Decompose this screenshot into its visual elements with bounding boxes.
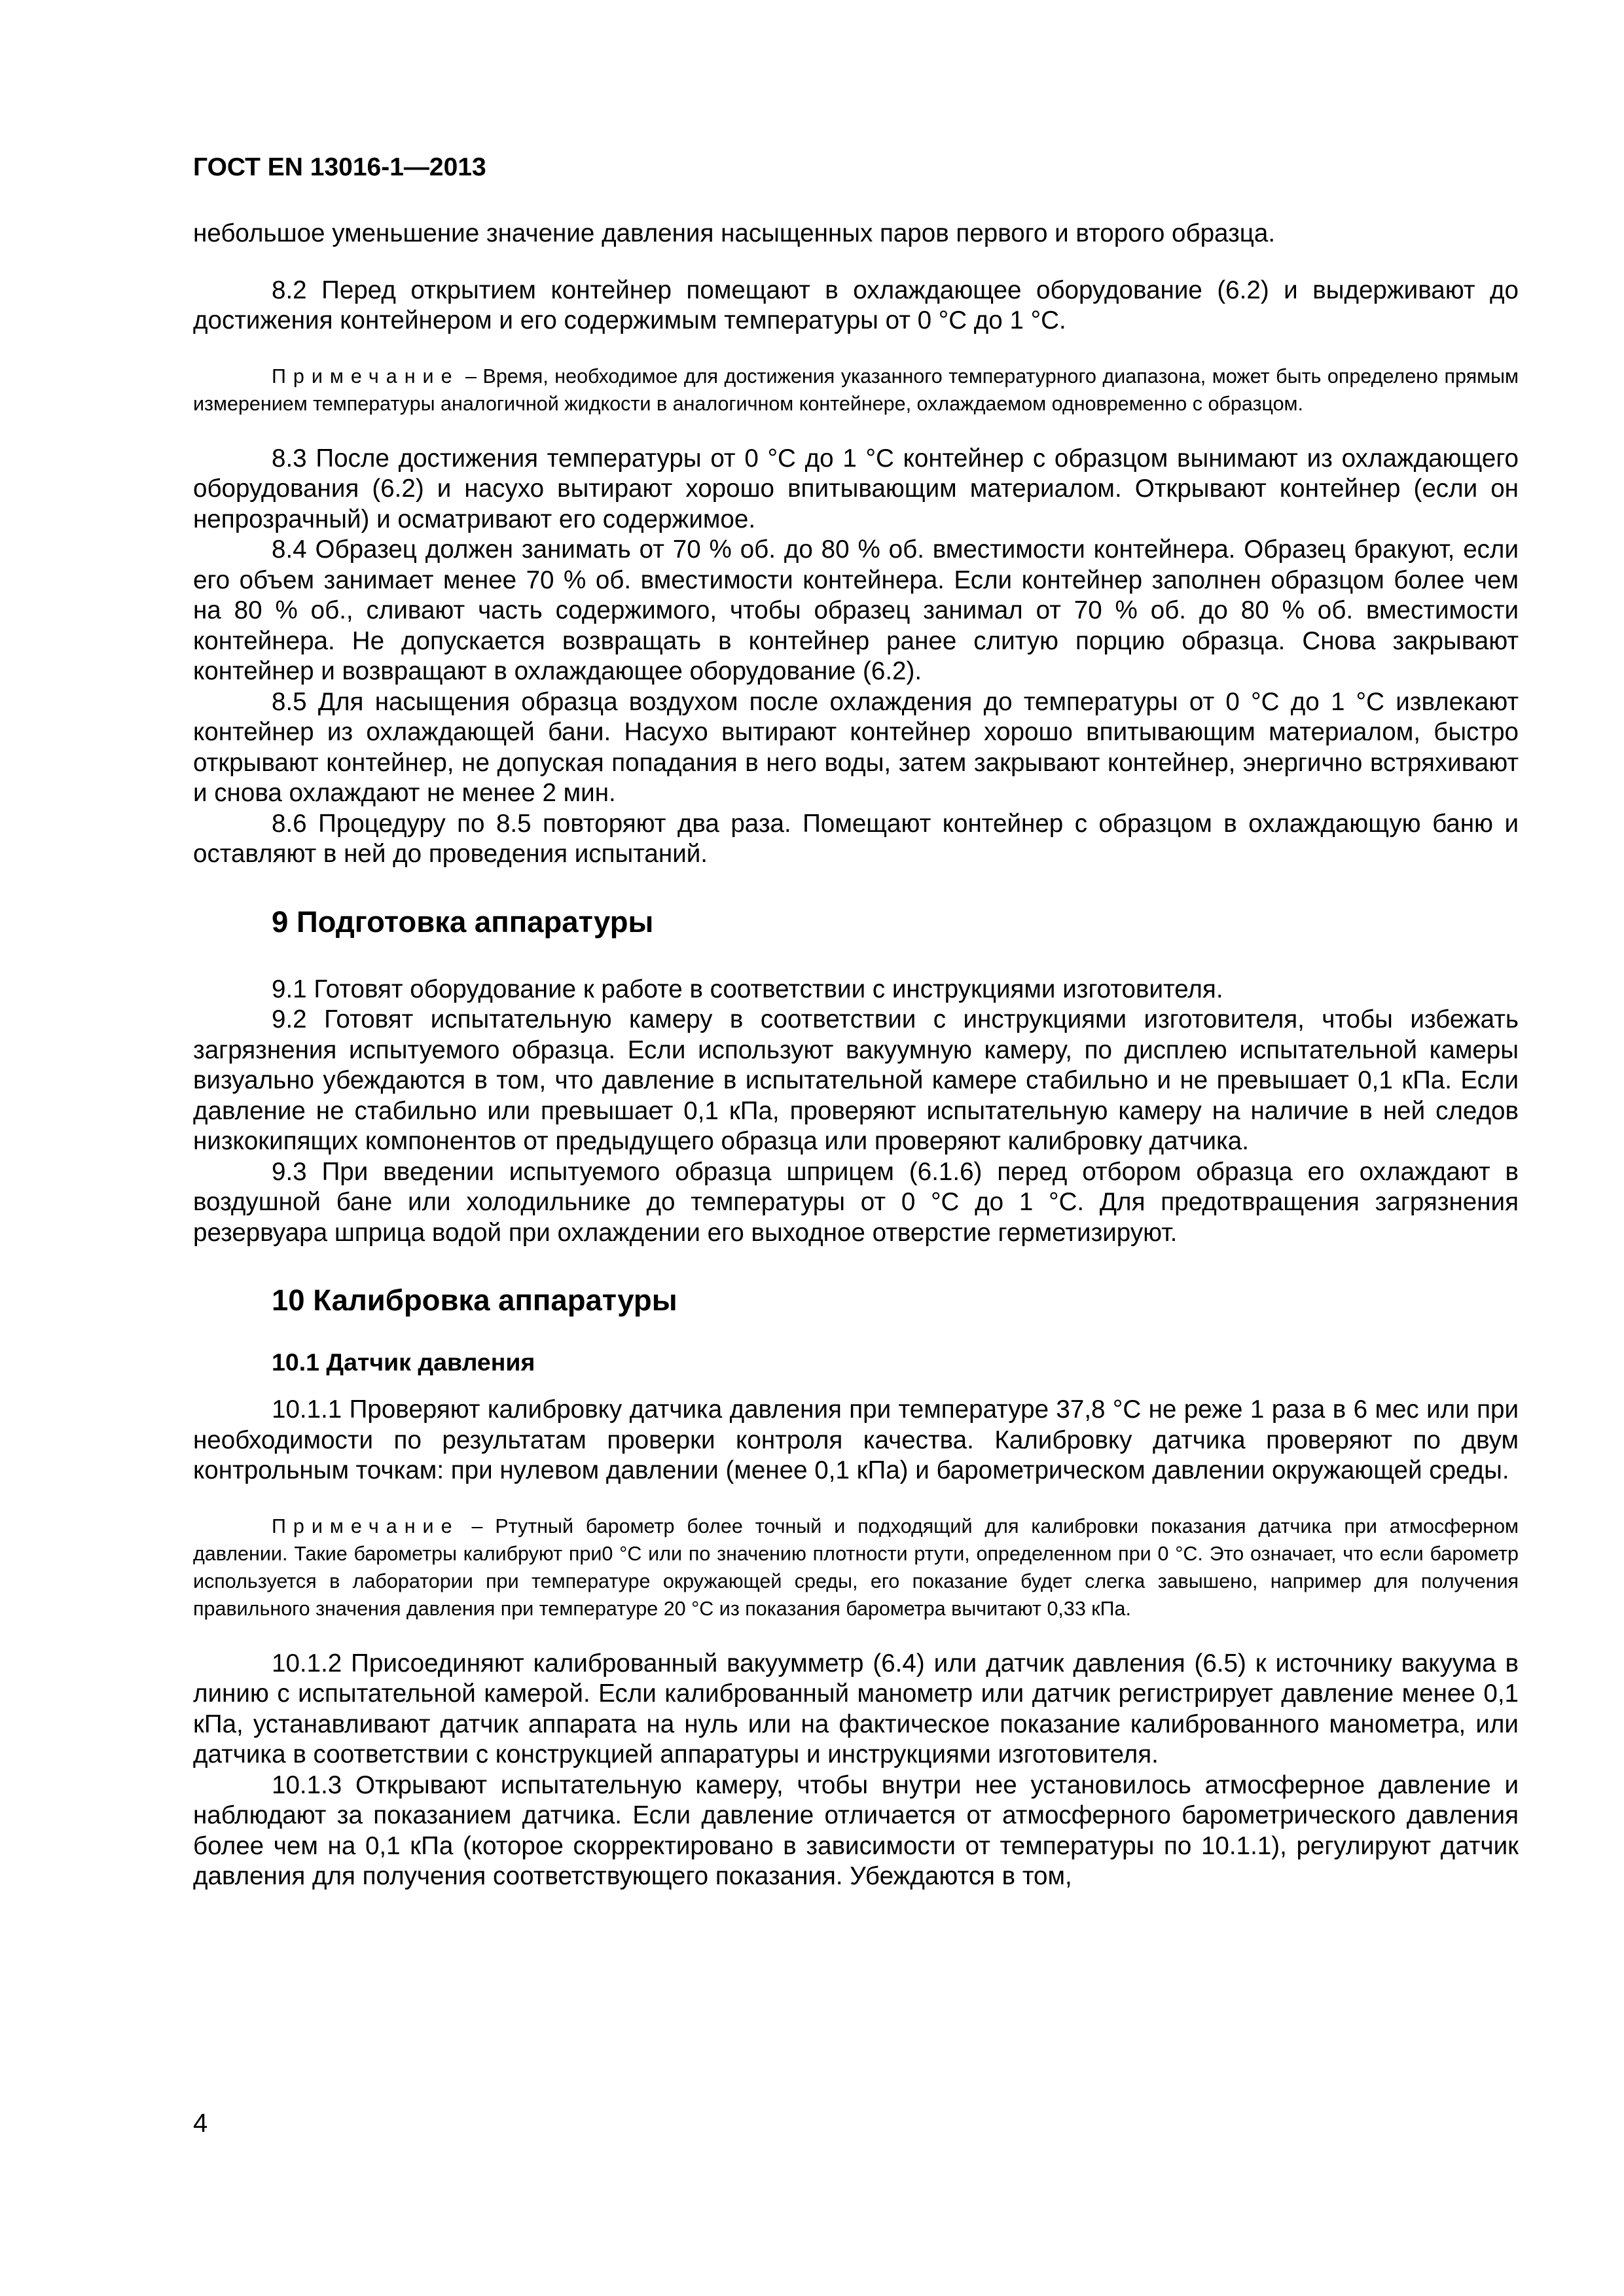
paragraph-continuation: небольшое уменьшение значение давления насыщенных паров первого и второго образца.	[193, 219, 1276, 247]
paragraph-8-2: 8.2 Перед открытием контейнер помещают в охлаждающее оборудование (6.2) и выдерживают до достижения контейнером и его содержимым температуры от 0 °С до 1 °С.	[193, 276, 1519, 334]
paragraph-10-1-3: 10.1.3 Открывают испытательную камеру, чтобы внутри нее установилось атмосферное давление и наблюдают за показанием датчика. Если давление отличается от атмосферного барометрического давления более чем на 0,1 кПа (которое скорректировано в зависимости от температуры по 10.1.1), регулируют датчик давления для получения соответствующего показания. Убеждаются в том,	[193, 1770, 1519, 1890]
paragraph-8-3: 8.3 После достижения температуры от 0 °С до 1 °С контейнер с образцом вынимают из охлаждающего оборудования (6.2) и насухо вытирают хорошо впитывающим материалом. Открывают контейнер (если он непрозрачный) и осматривают его содержимое.	[193, 444, 1519, 533]
paragraph-8-6: 8.6 Процедуру по 8.5 повторяют два раза. Помещают контейнер с образцом в охлаждающую баню и оставляют в ней до проведения испытаний.	[193, 809, 1519, 868]
paragraph-9-1: 9.1 Готовят оборудование к работе в соответствии с инструкциями изготовителя.	[272, 975, 1223, 1003]
paragraph-8-5: 8.5 Для насыщения образца воздухом после охлаждения до температуры от 0 °С до 1 °С извлекают контейнер из охлаждающей бани. Насухо вытирают контейнер хорошо впитывающим материалом, быстро открывают контейнер, не допуская попадания в него воды, затем закрывают контейнер, энергично встряхивают и снова охлаждают не менее 2 мин.	[193, 687, 1519, 807]
note-text: – Ртутный барометр более точный и подходящий для калибровки показания датчика при атмосферном давлении. Такие барометры калибруют при0 °С или по значению плотности ртути, определенном при 0 °С. Это означает, что если барометр используется в лаборатории при температуре окружающей среды, его показание будет слегка завышено, например для получения правильного значения давления при температуре 20 °С из показания барометра вычитают 0,33 кПа.	[193, 1515, 1519, 1620]
document-header: ГОСТ EN 13016-1—2013	[193, 153, 486, 181]
document-page	[193, 152, 1519, 1892]
section-title-9: 9 Подготовка аппаратуры	[272, 905, 654, 939]
paragraph-10-1-1: 10.1.1 Проверяют калибровку датчика давления при температуре 37,8 °С не реже 1 раза в 6 мес или при необходимости по результатам проверки контроля качества. Калибровку датчика проверяют по двум контрольным точкам: при нулевом давлении (менее 0,1 кПа) и барометрическом давлении окружающей среды.	[193, 1395, 1519, 1484]
paragraph-9-3: 9.3 При введении испытуемого образца шприцем (6.1.6) перед отбором образца его охлаждают в воздушной бане или холодильнике до температуры от 0 °С до 1 °С. Для предотвращения загрязнения резервуара шприца водой при охлаждении его выходное отверстие герметизируют.	[193, 1157, 1519, 1247]
paragraph-9-2: 9.2 Готовят испытательную камеру в соответствии с инструкциями изготовителя, чтобы избежать загрязнения испытуемого образца. Если используют вакуумную камеру, по дисплею испытательной камеры визуально убеждаются в том, что давление в испытательной камере стабильно и не превышает 0,1 кПа. Если давление не стабильно или превышает 0,1 кПа, проверяют испытательную камеру на наличие в ней следов низкокипящих компонентов от предыдущего образца или проверяют калибровку датчика.	[193, 1005, 1519, 1155]
note-1	[193, 363, 1519, 418]
section-title-10: 10 Калибровка аппаратуры	[272, 1283, 677, 1317]
page-number: 4	[193, 2109, 208, 2138]
paragraph-8-4: 8.4 Образец должен занимать от 70 % об. до 80 % об. вместимости контейнера. Образец бракуют, если его объем занимает менее 70 % об. вместимости контейнера. Если контейнер заполнен образцом более чем на 80 % об., сливают часть содержимого, чтобы образец занимал от 70 % об. до 80 % об. вместимости контейнера. Не допускается возвращать в контейнер ранее слитую порцию образца. Снова закрывают контейнер и возвращают в охлаждающее оборудование (6.2).	[193, 535, 1519, 685]
note-text: – Время, необходимое для достижения указанного температурного диапазона, может быть определено прямым измерением температуры аналогичной жидкости в аналогичном контейнере, охлаждаемом одновременно с образцом.	[193, 365, 1519, 415]
note-label: Примечание	[272, 1515, 460, 1537]
subsection-title-10-1: 10.1 Датчик давления	[272, 1348, 535, 1376]
note-2	[193, 1513, 1519, 1623]
note-label: Примечание	[272, 365, 460, 387]
paragraph-10-1-2: 10.1.2 Присоединяют калиброванный вакуумметр (6.4) или датчик давления (6.5) к источнику вакуума в линию с испытательной камерой. Если калиброванный манометр или датчик регистрирует давление менее 0,1 кПа, устанавливают датчик аппарата на нуль или на фактическое показание калиброванного манометра, или датчика в соответствии с конструкцией аппаратуры и инструкциями изготовителя.	[193, 1649, 1519, 1768]
